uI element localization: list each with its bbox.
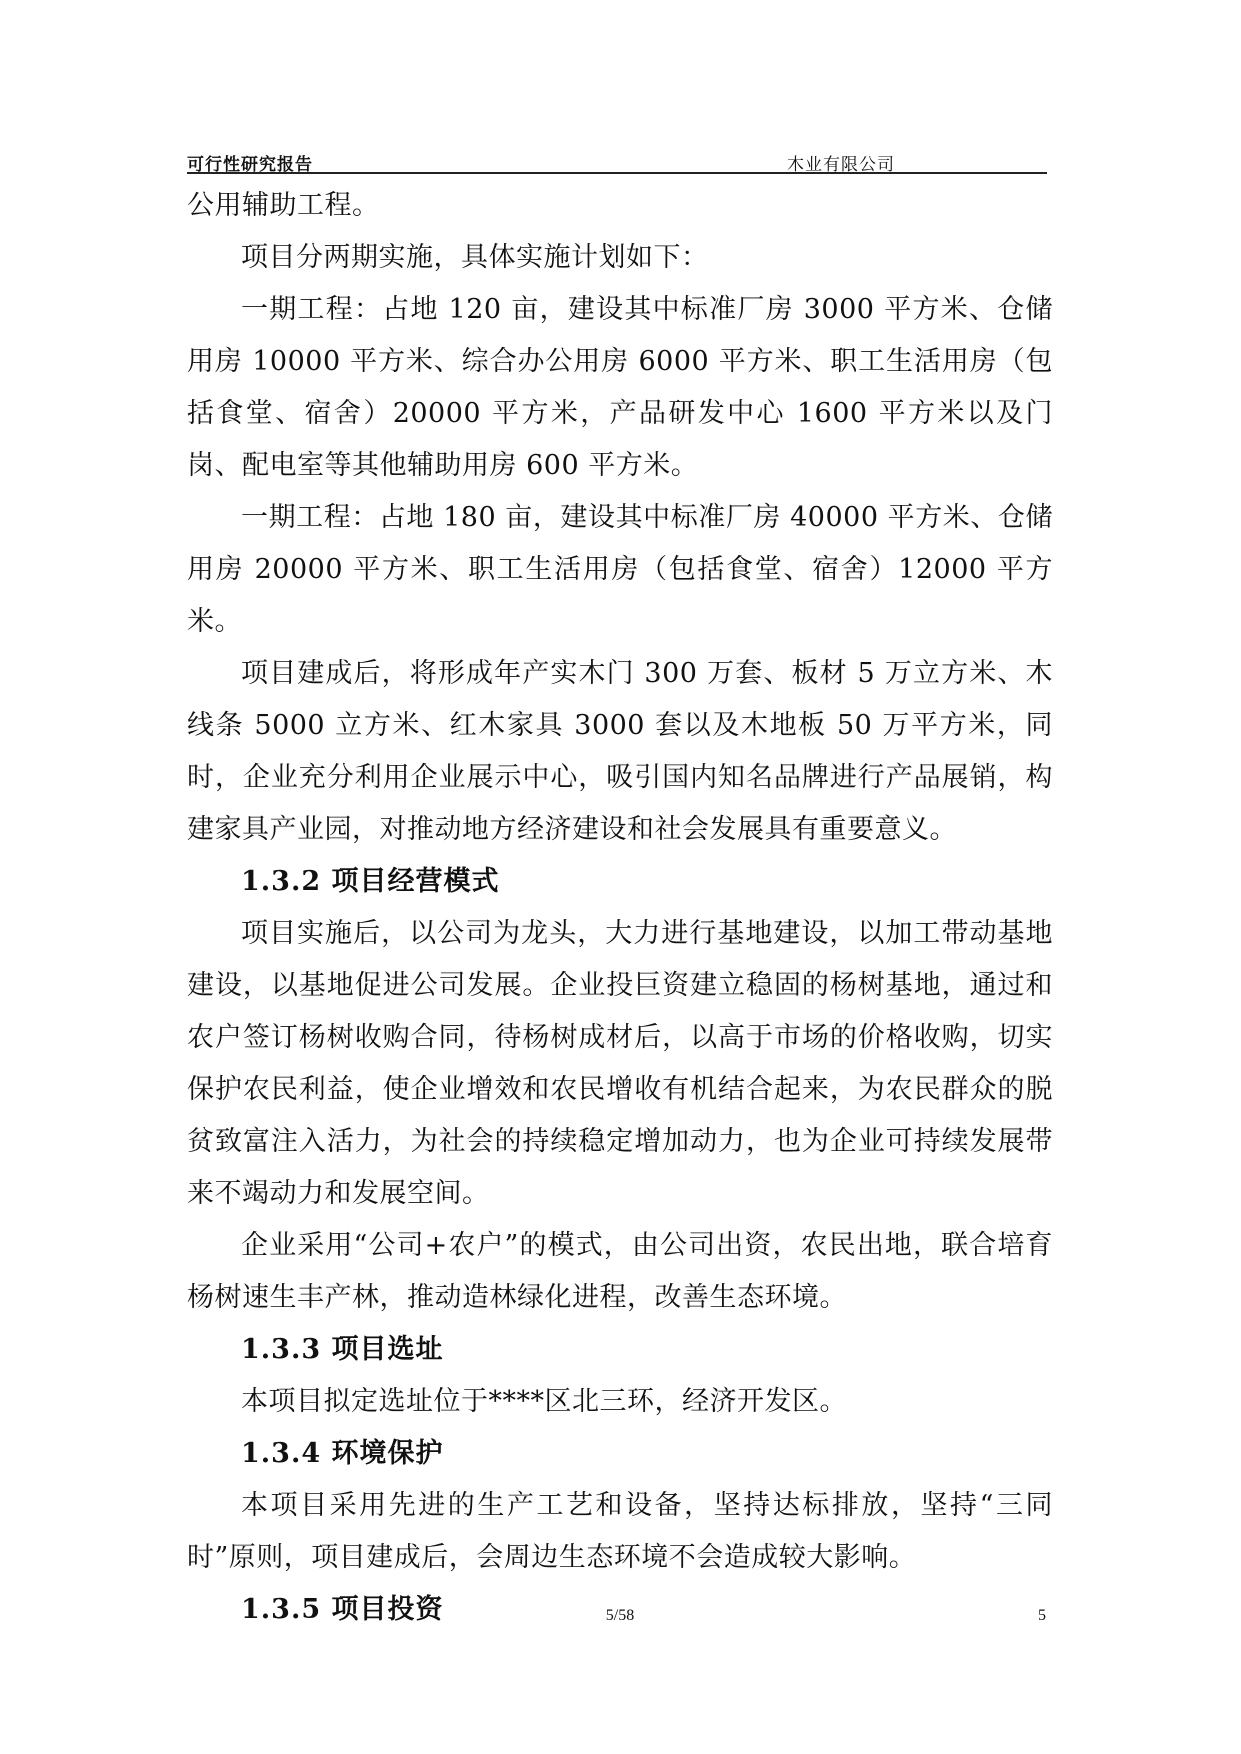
page-number: 5 bbox=[1038, 1607, 1046, 1624]
page-of-total: 5/58 bbox=[605, 1607, 635, 1624]
paragraph-continuation: 公用辅助工程。 bbox=[187, 190, 380, 221]
section-heading-environment: 1.3.4 环境保护 bbox=[241, 1438, 444, 1469]
paragraph-business-model: 项目实施后，以公司为龙头，大力进行基地建设，以加工带动基地建设，以基地促进公司发展。企业投巨资建立稳固的杨树基地，通过和农户签订杨树收购合同，待杨树成材后，以高于市场的价格收购，切实保护农民利益，使企业增效和农民增收有机结合起来，为农民群众的脱贫致富注入活力，为社会的持续稳定增加动力，也为企业可持续发展带来不竭动力和发展空间。 bbox=[187, 918, 1053, 1209]
paragraph-phase-one: 一期工程：占地 120 亩，建设其中标准厂房 3000 平方米、仓储用房 10000 平方米、综合办公用房 6000 平方米、职工生活用房（包括食堂、宿舍）20000 平方米，产品研发中心 1600 平方米以及门岗、配电室等其他辅助用房 600 平方米。 bbox=[187, 294, 1053, 481]
page-header bbox=[187, 150, 1047, 174]
paragraph-plan-intro: 项目分两期实施，具体实施计划如下： bbox=[241, 242, 709, 273]
paragraph-environment: 本项目采用先进的生产工艺和设备，坚持达标排放，坚持“三同时”原则，项目建成后，会周边生态环境不会造成较大影响。 bbox=[187, 1490, 1053, 1573]
document-body bbox=[187, 180, 1053, 1636]
paragraph-site: 本项目拟定选址位于****区北三环，经济开发区。 bbox=[241, 1386, 847, 1417]
paragraph-company-farmer-model: 企业采用“公司+农户”的模式，由公司出资，农民出地，联合培育杨树速生丰产林，推动造林绿化进程，改善生态环境。 bbox=[187, 1230, 1053, 1313]
paragraph-phase-two: 一期工程：占地 180 亩，建设其中标准厂房 40000 平方米、仓储用房 20000 平方米、职工生活用房（包括食堂、宿舍）12000 平方米。 bbox=[187, 502, 1053, 637]
section-heading-site: 1.3.3 项目选址 bbox=[241, 1334, 444, 1365]
section-heading-business-model: 1.3.2 项目经营模式 bbox=[241, 866, 500, 897]
section-heading-investment: 1.3.5 项目投资 bbox=[241, 1594, 444, 1625]
header-company-name: 木业有限公司 bbox=[787, 155, 895, 175]
paragraph-capacity: 项目建成后，将形成年产实木门 300 万套、板材 5 万立方米、木线条 5000 立方米、红木家具 3000 套以及木地板 50 万平方米，同时，企业充分利用企业展示中心，吸引国内知名品牌进行产品展销，构建家具产业园，对推动地方经济建设和社会发展具有重要意义。 bbox=[187, 658, 1053, 845]
header-report-title: 可行性研究报告 bbox=[187, 155, 313, 175]
